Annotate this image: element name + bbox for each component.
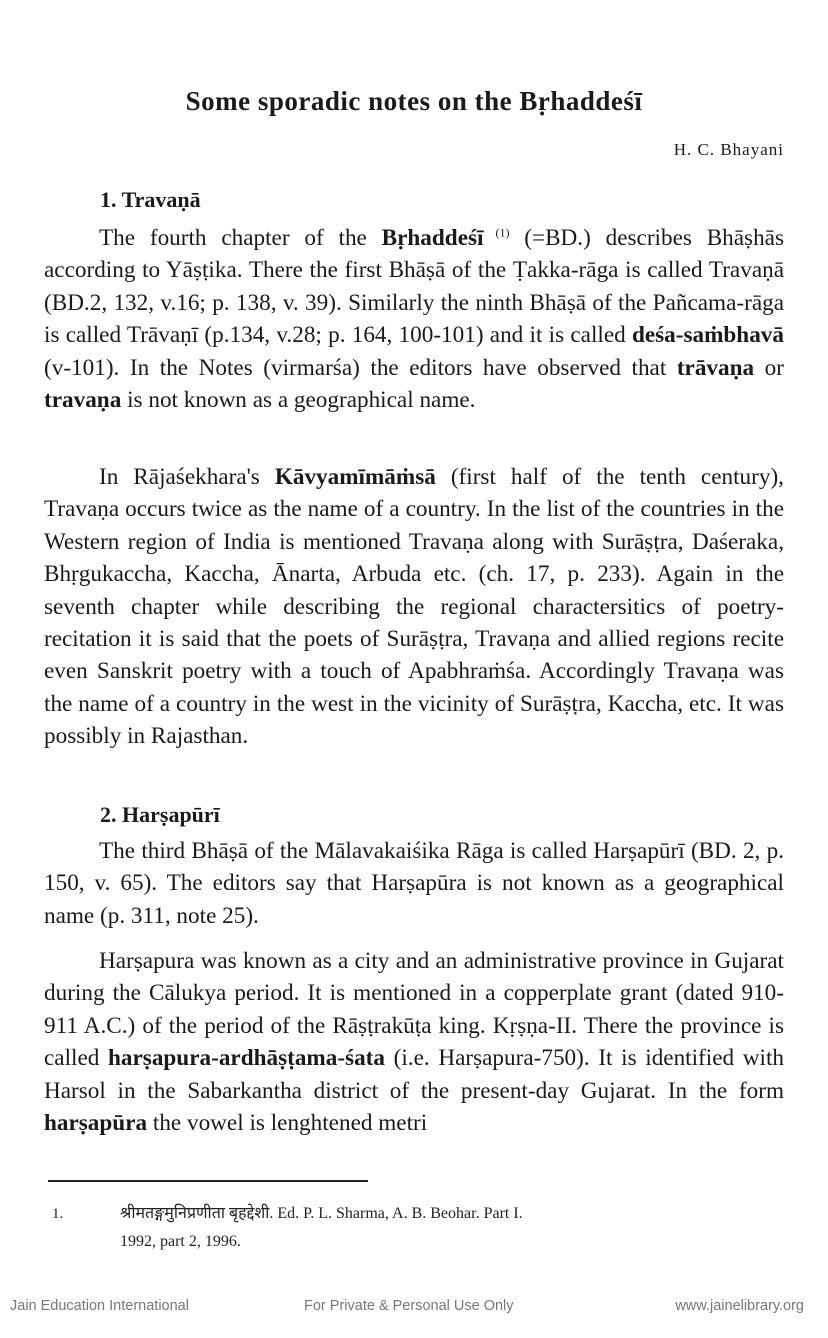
term-desa-sambhava: deśa-saṁbhavā xyxy=(631,322,784,349)
term-harsapura: harṣapūra xyxy=(44,1110,148,1137)
article-title: Some sporadic notes on the Bṛhaddeśī xyxy=(185,86,643,116)
paragraph-1: The fourth chapter of the Bṛhaddeśī $^{(1)}$ (=BD.) describes Bhāṣhās according to Yāṣṭika. There the first Bhāṣā of the Ṭakka-rāga is called Travaṇā (BD.2, 132, v.16; p. 138, v. 39). Similarly the ninth Bhāṣā of the Pañcama-rāga is called Trāvaṇī (p.134, v.28; p. 164, 100-101) and it is called deśa-saṁbhavā (v-101). In the Notes (virmarśa) the editors have observed that trāvaṇa or travaṇa is not known as a geographical name. xyxy=(44,225,784,414)
term-harsapura-ardhastama-sata: harṣapura-ardhāṣṭama-śata xyxy=(108,1045,385,1072)
term-travana-long: trāvaṇa xyxy=(676,354,755,381)
term-brhaddesi: Bṛhaddeśī xyxy=(381,225,484,251)
section-heading-travana: 1. Travaṇā xyxy=(100,187,201,212)
footer-usage-note: For Private & Personal Use Only xyxy=(304,1298,514,1314)
footer-publisher: Jain Education International xyxy=(10,1298,189,1314)
term-travana: travaṇa xyxy=(44,387,122,414)
paragraph-2: In Rājaśekhara's Kāvyamīmāṁsā (first half of the tenth century), Travaṇa occurs twice as the name of a country. In the list of the countries in the Western region of India is mentioned Travaṇa along with Surāṣṭra, Daśeraka, Bhṛgukaccha, Kaccha, Ānarta, Arbuda etc. (ch. 17, p. 233). Again in the seventh chapter while describing the regional charactersitics of poetry-recitation it is said that the poets of Surāṣṭra, Travaṇa and allied regions recite even Sanskrit poetry with a touch of Apabhraṁśa. Accordingly Travaṇa was the name of a country in the west in the vicinity of Surāṣṭra, Kaccha, etc. It was possibly in Rajasthan. xyxy=(44,464,784,750)
paragraph-4: Harṣapura was known as a city and an administrative province in Gujarat during the Cālukya period. It is mentioned in a copperplate grant (dated 910-911 A.C.) of the period of the Rāṣṭrakūṭa king. Kṛṣṇa-II. There the province is called harṣapura-ardhāṣṭama-śata (i.e. Harṣapura-750). It is identified with Harsol in the Sabarkantha district of the present-day Gujarat. In the form harṣapūra the vowel is lenghtened metri xyxy=(44,948,784,1137)
footnote-divider xyxy=(48,1180,368,1182)
author-name: H. C. Bhayani xyxy=(673,140,784,159)
footnote-ref: (1) xyxy=(483,225,510,240)
paragraph-3: The third Bhāṣā of the Mālavakaiśika Rāga is called Harṣapūrī (BD. 2, p. 150, v. 65). The editors say that Harṣapūra is not known as a geographical name (p. 311, note 25). xyxy=(44,838,784,929)
footnote-line-2: 1992, part 2, 1996. xyxy=(120,1233,241,1250)
footnote-line-1: श्रीमतङ्गमुनिप्रणीता बृहद्देशी. Ed. P. L. Sharma, A. B. Beohar. Part I. xyxy=(120,1205,523,1222)
footnote-number: 1. xyxy=(52,1206,64,1222)
footer-website: www.jainelibrary.org xyxy=(675,1298,804,1314)
footnote-text xyxy=(120,1200,760,1256)
section-heading-harsapuri: 2. Harṣapūrī xyxy=(100,802,220,827)
term-kavyamimamsa: Kāvyamīmāṁsā xyxy=(274,464,436,490)
